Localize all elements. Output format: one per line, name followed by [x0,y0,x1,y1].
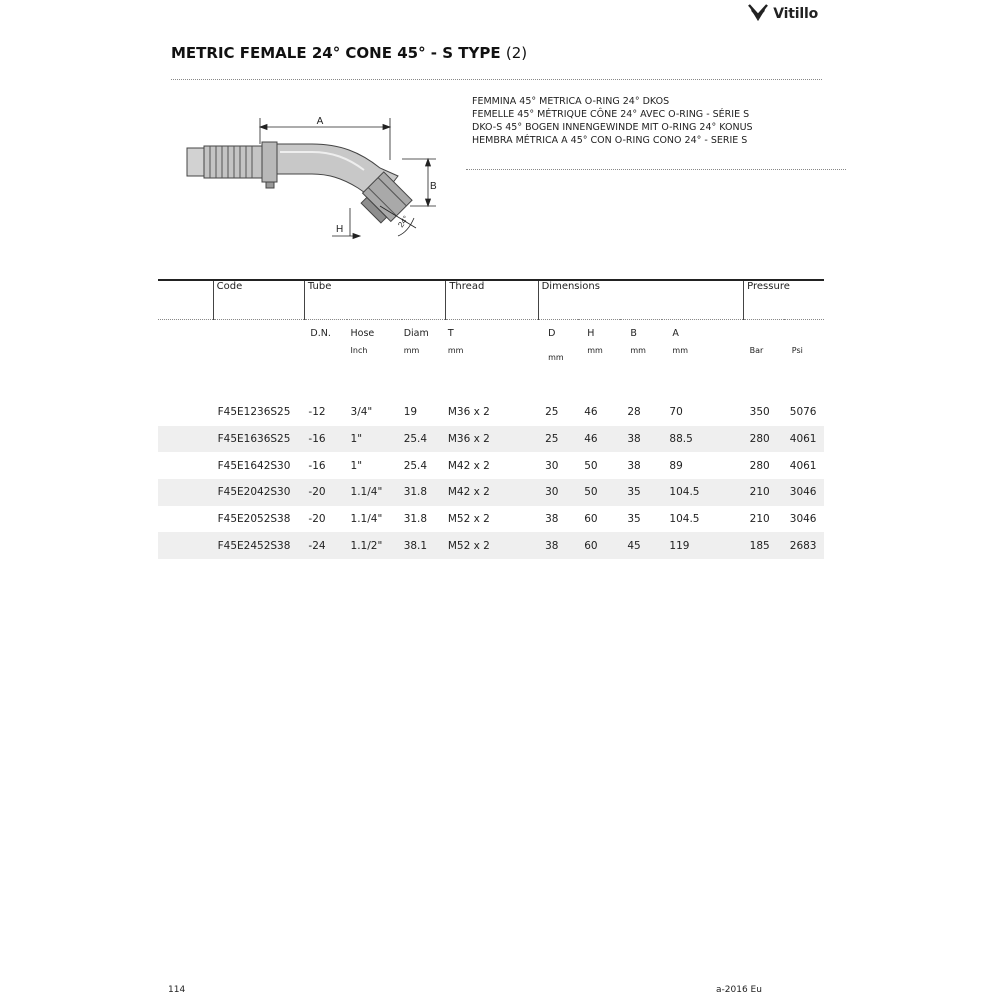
col-d: D [548,327,556,339]
brand-logo [747,2,818,26]
unit-row [158,346,824,379]
cell-thread: M36 x 2 [446,426,538,453]
cell-a: 88.5 [662,426,743,453]
cell-b: 38 [620,426,662,453]
column-header-row [158,320,824,347]
vitillo-chevron-logo-icon [747,2,769,26]
col-hose: Hose [350,327,375,339]
cell-diam: 31.8 [403,513,428,526]
cell-code: F45E1636S25 [213,426,304,453]
cell-a: 119 [662,532,743,559]
cell-a: 70 [669,406,683,419]
title-divider [171,79,822,80]
cell-diam: 25.4 [403,459,428,472]
cell-psi: 3046 [789,513,817,526]
cell-b: 35 [620,479,662,506]
dimension-a-label: A [316,116,324,127]
subtitle-divider [466,169,846,170]
table-row [158,532,824,559]
cell-diam: 38.1 [402,532,446,559]
col-diam: Diam [403,327,429,339]
cell-dn: -20 [304,479,346,506]
dimension-h-label: H [336,224,344,235]
cell-d: 25 [545,406,559,419]
unit-psi: Psi [791,346,803,355]
col-a: A [672,327,679,339]
cell-bar: 280 [749,459,770,472]
col-dn: D.N. [310,327,331,339]
table-row [158,452,824,479]
cell-hose: 3/4" [350,406,373,419]
col-b: B [630,327,637,339]
subtitle-spanish: HEMBRA MÉTRICA A 45° CON O-RING CONO 24° - SERIE S [472,135,748,146]
cell-h: 60 [584,513,598,526]
cell-bar: 210 [749,513,770,526]
cell-code: F45E2052S38 [217,513,291,526]
cell-a: 89 [669,459,683,472]
group-code: Code [213,280,304,320]
cell-bar: 185 [744,532,784,559]
table-row [158,506,824,533]
cell-psi: 3046 [784,479,824,506]
cell-code: F45E2452S38 [213,532,304,559]
cell-h: 50 [584,459,598,472]
cell-dn: -16 [304,426,346,453]
unit-h: mm [587,346,603,355]
col-thread-t: T [447,327,454,339]
cell-thread: M42 x 2 [447,459,490,472]
cell-thread: M52 x 2 [446,532,538,559]
cell-b: 45 [620,532,662,559]
unit-thread: mm [447,346,464,355]
cell-bar: 280 [744,426,784,453]
unit-diam: mm [403,346,420,355]
group-tube: Tube [304,280,445,320]
page-title-main: METRIC FEMALE 24° CONE 45° - S TYPE [171,44,501,62]
cell-diam: 31.8 [402,479,446,506]
cell-bar: 350 [749,406,770,419]
cone-angle-label: 24° [396,214,411,230]
cell-psi: 4061 [789,459,817,472]
cell-diam: 19 [403,406,418,419]
cell-psi: 2683 [784,532,824,559]
subtitle-block [472,95,753,147]
cell-h: 60 [578,532,620,559]
cell-a: 104.5 [669,513,700,526]
cell-b: 28 [627,406,641,419]
cell-dn: -16 [308,459,326,472]
cell-h: 46 [584,406,598,419]
edition-label: a-2016 Eu [716,985,762,995]
cell-bar: 210 [744,479,784,506]
subtitle-german: DKO-S 45° BOGEN INNENGEWINDE MIT O-RING 24° KONUS [472,122,753,133]
unit-b: mm [630,346,646,355]
cell-diam: 25.4 [402,426,446,453]
cell-hose: 1" [347,426,402,453]
cell-psi: 5076 [789,406,817,419]
cell-b: 38 [627,459,641,472]
cell-hose: 1.1/2" [347,532,402,559]
group-header-row [158,280,824,320]
cell-hose: 1" [350,459,363,472]
brand-name: Vitillo [773,6,818,22]
cell-dn: -12 [308,406,326,419]
cell-dn: -20 [308,513,326,526]
cell-thread: M36 x 2 [447,406,490,419]
cell-d: 38 [538,532,578,559]
col-h: H [587,327,595,339]
cell-d: 30 [538,479,578,506]
unit-bar: Bar [749,346,764,355]
cell-h: 46 [578,426,620,453]
cell-d: 25 [538,426,578,453]
dimension-b-label: B [430,181,437,192]
cell-code: F45E1236S25 [217,406,291,419]
cell-code: F45E2042S30 [213,479,304,506]
cell-a: 104.5 [662,479,743,506]
group-pressure: Pressure [744,280,824,320]
cell-b: 35 [627,513,641,526]
page-title [171,44,527,62]
page-number: 114 [168,985,186,995]
subtitle-french: FEMELLE 45° MÉTRIQUE CÔNE 24° AVEC O-RING - SÉRIE S [472,109,750,120]
cell-code: F45E1642S30 [217,459,291,472]
table-row [158,399,824,426]
table-row [158,479,824,506]
unit-d: mm [548,353,564,362]
unit-a: mm [672,346,689,355]
group-thread: Thread [446,280,538,320]
cell-h: 50 [578,479,620,506]
table-row [158,426,824,453]
cell-hose: 1.1/4" [350,513,383,526]
cell-d: 30 [545,459,559,472]
cell-hose: 1.1/4" [347,479,402,506]
cell-d: 38 [545,513,559,526]
cell-psi: 4061 [784,426,824,453]
spec-table [158,279,824,559]
cell-dn: -24 [304,532,346,559]
cell-thread: M52 x 2 [447,513,490,526]
subtitle-italian: FEMMINA 45° METRICA O-RING 24° DKOS [472,96,670,107]
group-dimensions: Dimensions [538,280,744,320]
page-title-suffix: (2) [505,44,528,62]
cell-thread: M42 x 2 [446,479,538,506]
fitting-technical-drawing [180,110,460,249]
unit-hose: Inch [350,346,368,355]
